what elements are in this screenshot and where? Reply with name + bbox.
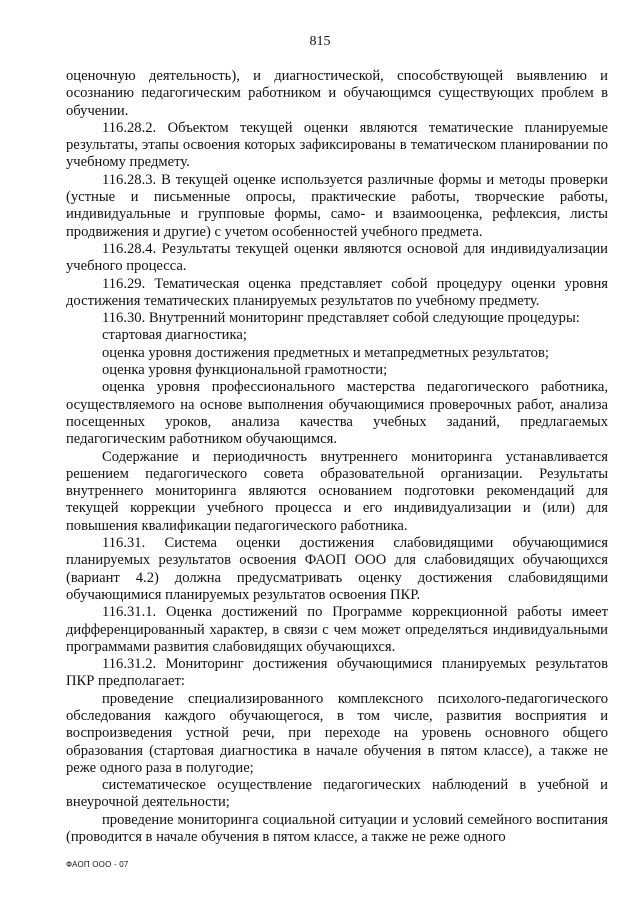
paragraph: проведение специализированного комплексного психолого-педагогического обследования каждого обучающегося, в том числе, развития восприятия и воспроизведения устной речи, при переходе на уровень основного общего образования (стартовая диагностика в начале обучения в пятом классе), а также не реже одного раза в полугодие; (66, 690, 608, 776)
paragraph: 116.30. Внутренний мониторинг представляет собой следующие процедуры: (102, 310, 580, 327)
paragraph: Содержание и периодичность внутреннего мониторинга устанавливается решением педагогического совета образовательной организации. Результаты внутреннего мониторинга являются основанием подготовки рекомендаций для текущей коррекции учебного процесса и его индивидуализации и (или) для повышения квалификации педагогического работника. (66, 448, 608, 534)
paragraph: 116.29. Тематическая оценка представляет собой процедуру оценки уровня достижения тематических планируемых результатов по учебному предмету. (66, 275, 608, 309)
paragraph: стартовая диагностика; (102, 327, 247, 344)
paragraph: оценка уровня функциональной грамотности; (102, 362, 388, 379)
paragraph: 116.28.3. В текущей оценке используется различные формы и методы проверки (устные и письменные опросы, практические работы, творческие работы, индивидуальные и групповые формы, само- и взаимооценка, рефлексия, листы продвижения и другие) с учетом особенностей учебного предмета. (66, 171, 608, 240)
paragraph: 116.28.4. Результаты текущей оценки являются основой для индивидуализации учебного процесса. (66, 240, 608, 275)
document-body (66, 68, 608, 846)
paragraph: оценочную деятельность), и диагностической, способствующей выявлению и осознанию педагогическим работником и обучающимся существующих проблем в обучении. (66, 68, 608, 119)
paragraph: оценка уровня профессионального мастерства педагогического работника, осуществляемого на основе выполнения обучающимися проверочных работ, анализа посещенных уроков, анализа качества учебных заданий, предлагаемых педагогическим работником обучающимся. (66, 379, 608, 448)
document-footer: ФАОП ООО - 07 (66, 860, 129, 869)
paragraph: оценка уровня достижения предметных и метапредметных результатов; (102, 344, 549, 361)
paragraph: 116.28.2. Объектом текущей оценки являются тематические планируемые результаты, этапы освоения которых зафиксированы в тематическом планировании по учебному предмету. (66, 119, 608, 171)
paragraph: 116.31.2. Мониторинг достижения обучающимися планируемых результатов ПКР предполагает: (66, 656, 608, 690)
page-number: 815 (309, 34, 331, 49)
paragraph: 116.31.1. Оценка достижений по Программе коррекционной работы имеет дифференцированный характер, в связи с чем может определяться индивидуальными программами развития слабовидящих обучающихся. (66, 604, 608, 655)
paragraph: систематическое осуществление педагогических наблюдений в учебной и внеурочной деятельности; (66, 777, 608, 811)
paragraph: 116.31. Система оценки достижения слабовидящими обучающимися планируемых результатов освоения ФАОП ООО для слабовидящих обучающихся (вариант 4.2) должна предусматривать оценку достижения слабовидящими обучающимися планируемых результатов освоения ПКР. (66, 535, 608, 603)
paragraph: проведение мониторинга социальной ситуации и условий семейного воспитания (проводится в начале обучения в пятом классе, а также не реже одного (66, 811, 608, 846)
